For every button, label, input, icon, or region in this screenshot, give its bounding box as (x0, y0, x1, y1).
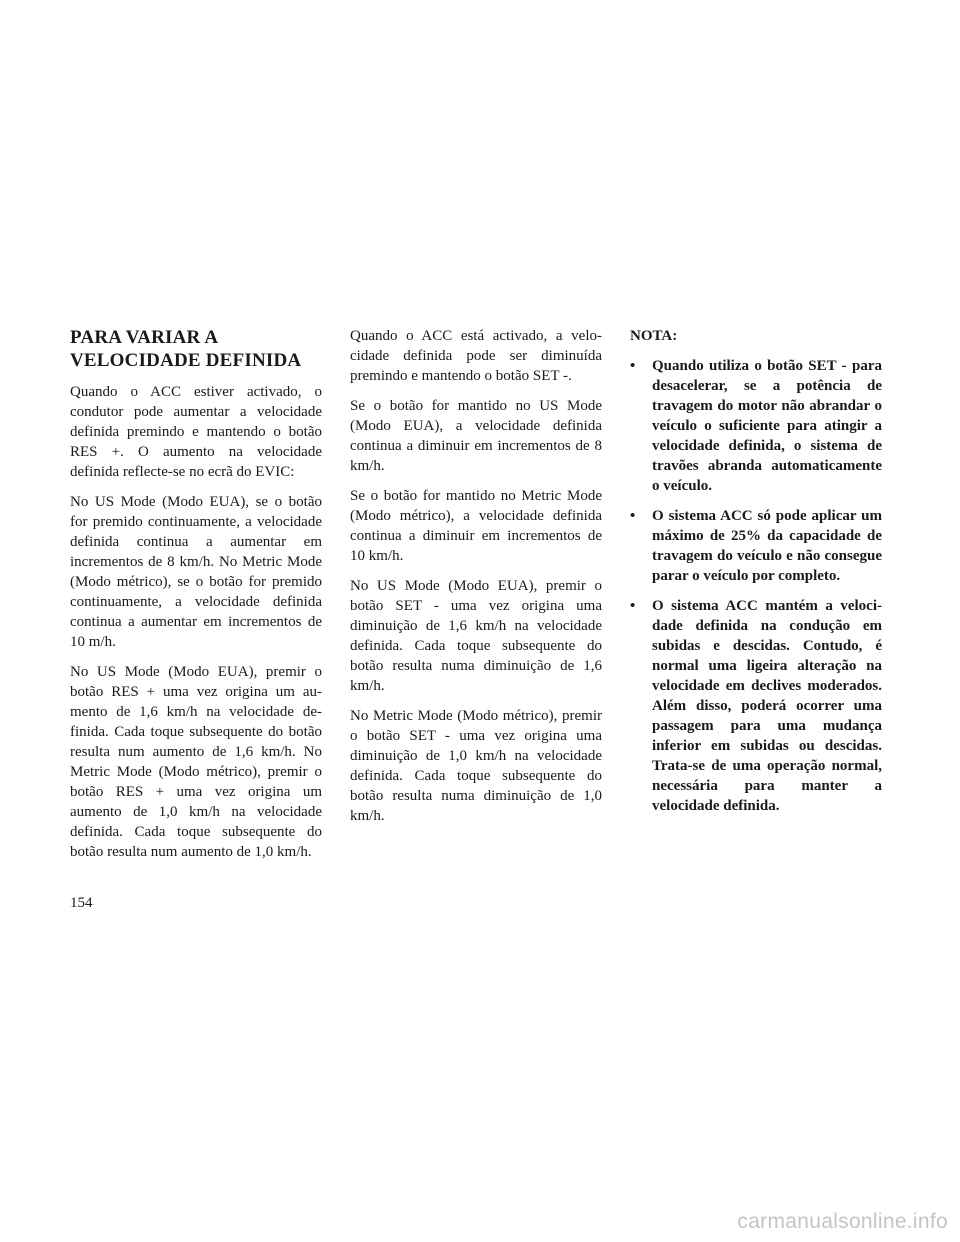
note-text: O sistema ACC só pode aplicar um máximo de 25% da capacidade de travagem do veículo e não consegue parar o veículo por completo. (652, 508, 882, 584)
bullet-icon: • (630, 358, 636, 374)
paragraph: Se o botão for mantido no Metric Mode (Modo métrico), a velocidade definida continua a diminuir em incrementos de 10 km/h. (350, 488, 602, 564)
paragraph: Quando o ACC está activado, a velocidade definida pode ser diminuída premindo e mantendo o botão SET -. (350, 328, 602, 384)
watermark: carmanualsonline.info (737, 1210, 948, 1233)
page-number: 154 (70, 895, 93, 911)
note-item (630, 596, 882, 816)
paragraph: No Metric Mode (Modo métrico), premir o botão SET - uma vez origina uma diminuição de 1,0 km/h na velocidade definida. Cada toque subsequente do botão resulta numa diminuição de 1,0 km/h. (350, 708, 602, 824)
note-item (630, 356, 882, 496)
note-item (630, 506, 882, 586)
paragraph: Quando o ACC estiver activado, o condutor pode aumentar a velocidade definida premindo e mantendo o botão RES +. O aumento na velocidade definida reflecte-se no ecrã do EVIC: (70, 384, 322, 480)
paragraph: No US Mode (Modo EUA), premir o botão RES + uma vez origina um aumento de 1,6 km/h na velocidade definida. Cada toque subsequente do botão resulta num aumento de 1,6 km/h. No Metric Mode (Modo métrico), premir o botão RES + uma vez origina um aumento de 1,0 km/h na velocidade definida. Cada toque subsequente do botão resulta num aumento de 1,0 km/h. (70, 664, 322, 860)
paragraph: Se o botão for mantido no US Mode (Modo EUA), a velocidade definida continua a diminuir em incrementos de 8 km/h. (350, 398, 602, 474)
section-title (70, 326, 322, 372)
bullet-icon: • (630, 598, 636, 614)
note-list (630, 356, 882, 816)
note-text: Quando utiliza o botão SET - para desacelerar, se a potência de travagem do motor não abrandar o veículo o suficiente para atingir a velocidade definida, o sistema de travões abranda automaticamente o veículo. (652, 358, 882, 494)
note-label: NOTA: (630, 328, 678, 344)
column-1 (70, 326, 322, 872)
section-title-line-2: VELOCIDADE DEFINIDA (70, 350, 302, 371)
column-3 (630, 326, 882, 826)
paragraph: No US Mode (Modo EUA), premir o botão SET - uma vez origina uma diminuição de 1,6 km/h na velocidade definida. Cada toque subsequente do botão resulta numa diminuição de 1,6 km/h. (350, 578, 602, 694)
paragraph: No US Mode (Modo EUA), se o botão for premido continuamente, a velocidade definida continua a aumentar em incrementos de 8 km/h. No Metric Mode (Modo métrico), se o botão for premido continuamente, a velocidade definida continua a aumentar em incrementos de 10 m/h. (70, 494, 322, 650)
bullet-icon: • (630, 508, 636, 524)
section-title-line-1: PARA VARIAR A (70, 327, 219, 348)
note-text: O sistema ACC mantém a velocidade definida na condução em subidas e descidas. Contudo, é normal uma ligeira alteração na velocidade em declives moderados. Além disso, poderá ocorrer uma passagem para uma mudança inferior em subidas ou descidas. Trata-se de uma operação normal, necessária para manter a velocidade definida. (652, 598, 882, 814)
column-2 (350, 326, 602, 836)
